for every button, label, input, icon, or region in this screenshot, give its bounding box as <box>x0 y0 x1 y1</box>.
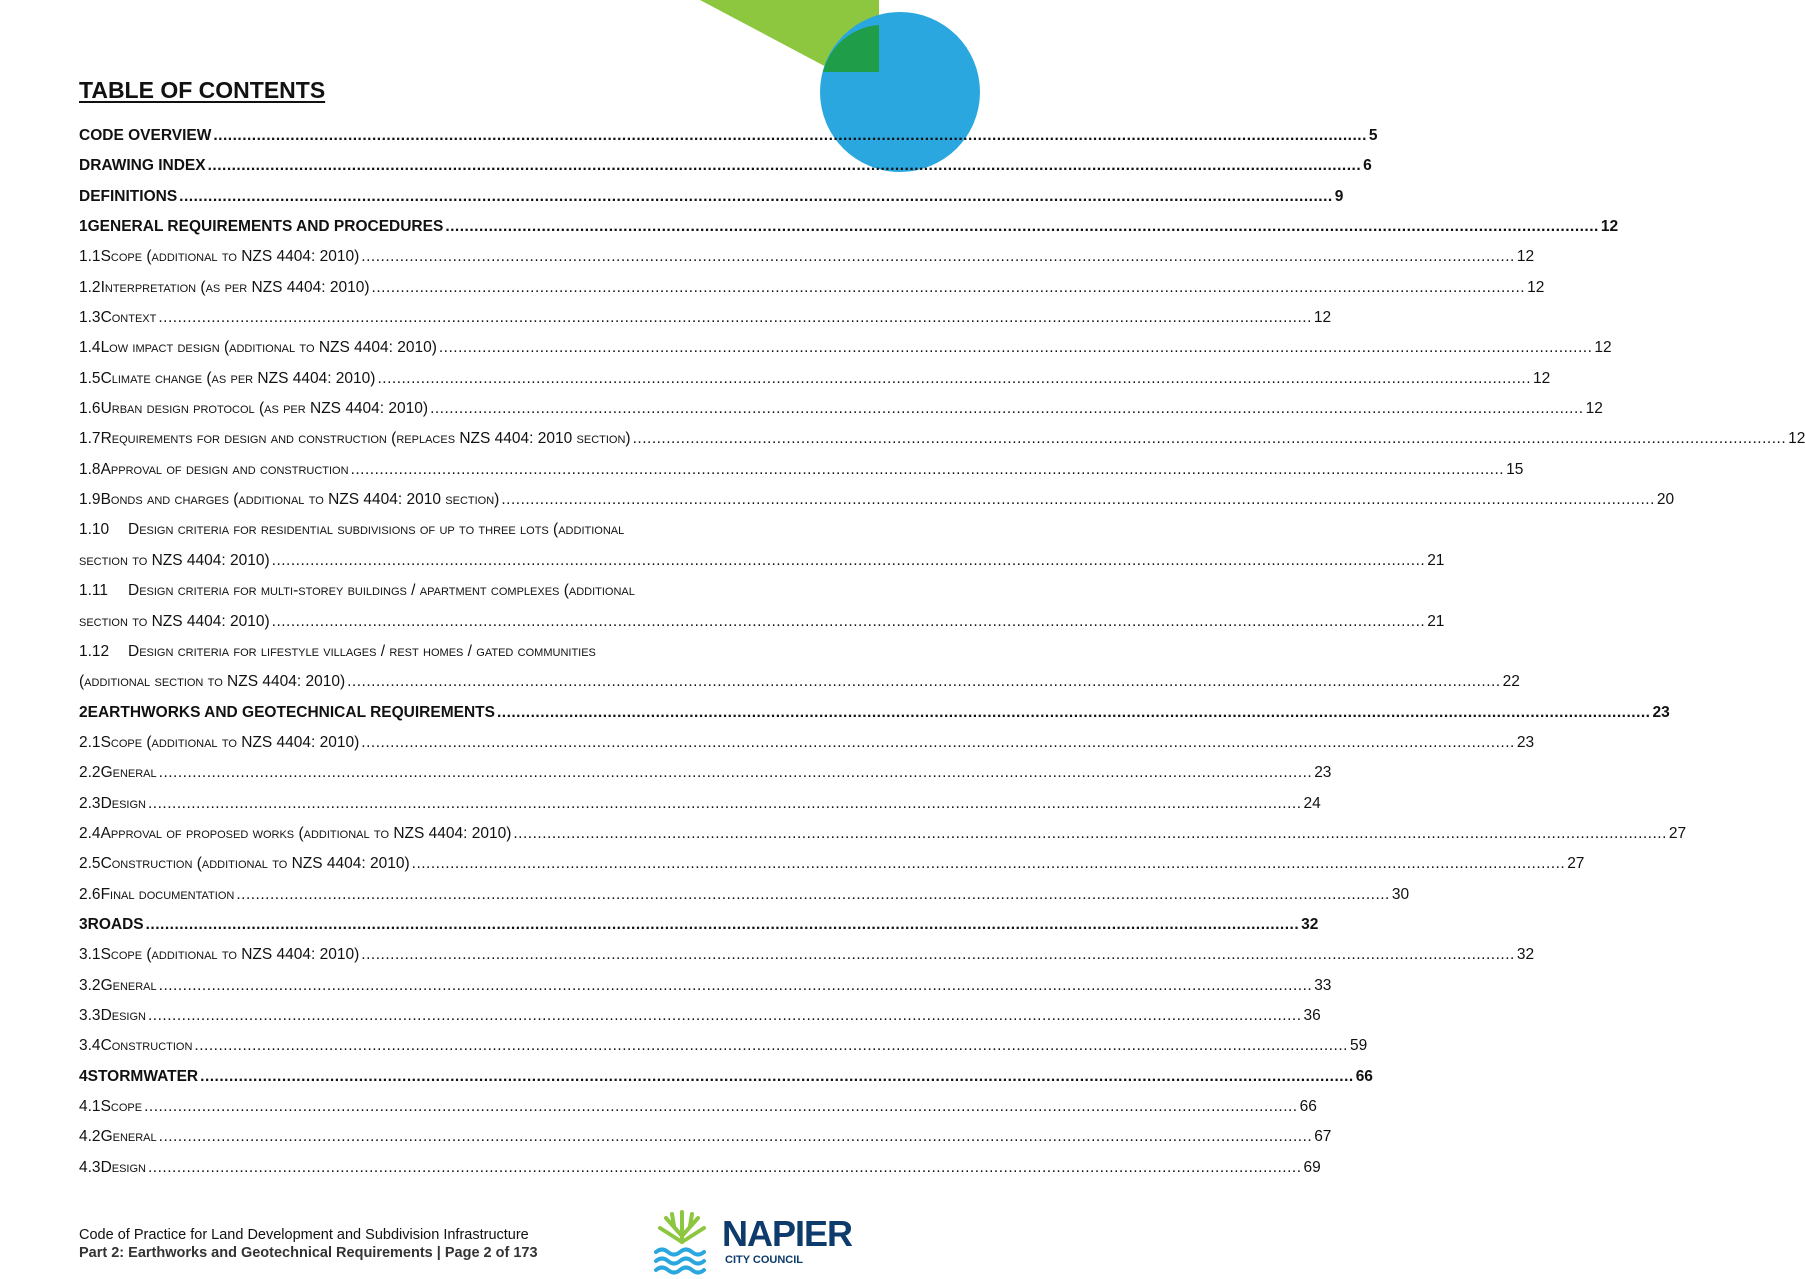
toc-entry-page: 12 <box>1585 400 1603 418</box>
toc-entry-page: 33 <box>1314 976 1332 994</box>
toc-entry-page: 9 <box>1334 187 1344 205</box>
toc-leader-dots <box>361 940 1515 970</box>
toc-leader-dots <box>439 333 1593 363</box>
toc-leader-dots <box>159 1122 1313 1152</box>
toc-entry-page: 6 <box>1363 157 1372 175</box>
toc-entry-page: 66 <box>1355 1067 1373 1085</box>
toc-entry-number: 1.2 <box>79 278 101 296</box>
napier-fern-wave-icon <box>650 1206 714 1274</box>
toc-leader-dots <box>501 485 1655 515</box>
toc-entry-page: 12 <box>1313 309 1332 327</box>
toc-entry-label: section to NZS 4404: 2010) <box>79 612 270 630</box>
toc-entry-label: Design <box>100 1158 146 1176</box>
toc-leader-dots <box>148 789 1302 819</box>
toc-entry[interactable] <box>79 1153 1321 1183</box>
toc-entry-page: 21 <box>1427 551 1445 569</box>
toc-entry-label: DRAWING INDEX <box>79 157 206 175</box>
toc-entry-label: Design criteria for lifestyle villages / rest homes / gated communities <box>128 642 596 660</box>
toc-entry-page: 32 <box>1301 915 1319 933</box>
toc-entry-number: 1.5 <box>79 369 101 387</box>
toc-entry-label: Design <box>100 1006 146 1024</box>
toc-entry-number: 3.4 <box>79 1037 101 1055</box>
toc-entry-label: Low impact design (additional to NZS 4404: 2010) <box>100 339 437 357</box>
toc-entry[interactable] <box>79 698 1670 728</box>
toc-entry-number: 1.10 <box>79 521 110 539</box>
toc-entry-number: 2.5 <box>79 855 101 873</box>
toc-entry[interactable] <box>79 576 800 606</box>
toc-entry-page: 22 <box>1502 673 1520 691</box>
toc-entry-number: 3 <box>79 915 88 933</box>
toc-entry-number: 2.1 <box>79 733 101 751</box>
toc-entry-page: 23 <box>1652 703 1670 721</box>
toc-entry-number: 4.1 <box>79 1098 101 1115</box>
toc-entry-label: ROADS <box>87 915 144 933</box>
toc-entry-number: 1.7 <box>79 430 101 448</box>
toc-entry-label: General <box>100 976 157 994</box>
toc-entry[interactable] <box>79 394 1603 424</box>
toc-entry-label: Scope (additional to NZS 4404: 2010) <box>100 733 360 751</box>
toc-leader-dots <box>513 819 1667 849</box>
toc-entry-label: STORMWATER <box>87 1067 199 1085</box>
toc-entry-page: 32 <box>1516 946 1535 964</box>
logo-wordmark: NAPIER <box>722 1213 853 1254</box>
toc-leader-dots <box>213 121 1367 151</box>
toc-leader-dots <box>351 455 1505 485</box>
toc-entry[interactable] <box>79 1122 1332 1152</box>
logo-subtitle: CITY COUNCIL <box>725 1254 804 1266</box>
toc-leader-dots <box>430 394 1584 424</box>
toc-entry-page: 27 <box>1567 855 1585 873</box>
toc-leader-dots <box>361 242 1515 272</box>
toc-entry-page: 23 <box>1314 764 1332 782</box>
toc-entry-number: 2.4 <box>79 824 101 842</box>
toc-entry[interactable] <box>79 151 1372 181</box>
toc-entry-label: General <box>100 764 157 782</box>
toc-entry-label: Bonds and charges (additional to NZS 4404: 2010 section) <box>100 491 500 509</box>
toc-leader-dots <box>144 1092 1298 1122</box>
toc-leader-dots <box>148 1153 1302 1183</box>
toc-entry-label: Scope (additional to NZS 4404: 2010) <box>100 248 360 266</box>
toc-title: TABLE OF CONTENTS <box>79 77 326 103</box>
toc-leader-dots <box>445 212 1599 242</box>
toc-entry[interactable] <box>79 849 1585 879</box>
toc-entry[interactable] <box>79 880 1410 910</box>
toc-entry-page: 66 <box>1299 1098 1317 1115</box>
toc-entry-label: (additional section to NZS 4404: 2010) <box>79 673 346 691</box>
toc-entry[interactable] <box>79 424 1805 454</box>
toc-entry-label: Construction (additional to NZS 4404: 2010) <box>100 855 410 873</box>
toc-entry-page: 59 <box>1349 1037 1368 1055</box>
toc-leader-dots <box>361 728 1515 758</box>
toc-entry[interactable] <box>79 758 1332 788</box>
toc-entry[interactable] <box>79 303 1332 333</box>
toc-entry-number: 2.6 <box>79 885 101 903</box>
toc-entry-label: DEFINITIONS <box>79 187 178 205</box>
toc-entry-page: 12 <box>1533 369 1551 387</box>
toc-entry-label: Urban design protocol (as per NZS 4404: 2010) <box>100 400 429 418</box>
toc-entry[interactable] <box>79 273 1545 303</box>
toc-entry-label: Scope (additional to NZS 4404: 2010) <box>100 946 360 964</box>
toc-leader-dots <box>633 424 1787 454</box>
council-logo <box>650 1206 853 1274</box>
toc-entry-number: 3.2 <box>79 976 101 994</box>
toc-entry[interactable] <box>79 1092 1317 1122</box>
toc-entry-label: Design criteria for residential subdivisions of up to three lots (additional <box>128 521 625 539</box>
toc-leader-dots <box>372 273 1526 303</box>
toc-entry[interactable] <box>79 182 1344 212</box>
toc-entry-number: 1.3 <box>79 309 101 327</box>
toc-entry-label: Construction <box>100 1037 193 1055</box>
toc-entry-page: 12 <box>1516 248 1535 266</box>
toc-entry-number: 4.2 <box>79 1128 101 1146</box>
toc-entry[interactable] <box>79 728 1535 758</box>
toc-entry-number: 1 <box>79 218 88 236</box>
toc-entry[interactable] <box>79 364 1551 394</box>
toc-entry[interactable] <box>79 212 1619 242</box>
toc-leader-dots <box>159 758 1313 788</box>
toc-entry-number: 3.3 <box>79 1006 101 1024</box>
toc-entry-label: Design <box>100 794 146 812</box>
toc-entry[interactable] <box>79 333 1612 363</box>
toc-entry[interactable] <box>79 667 1520 697</box>
toc-leader-dots <box>347 667 1501 697</box>
toc-entry-number: 1.4 <box>79 339 101 357</box>
toc-entry[interactable] <box>79 1062 1373 1092</box>
toc-entry-page: 12 <box>1600 218 1619 236</box>
toc-leader-dots <box>377 364 1531 394</box>
toc-entry-page: 69 <box>1303 1158 1321 1176</box>
toc-entry[interactable] <box>79 515 800 545</box>
toc-entry[interactable] <box>79 1031 1368 1061</box>
toc-leader-dots <box>194 1031 1348 1061</box>
toc-entry-number: 1.8 <box>79 460 101 478</box>
toc-entry-number: 4 <box>79 1067 88 1085</box>
toc-leader-dots <box>236 880 1390 910</box>
toc-entry-number: 1.6 <box>79 400 101 418</box>
toc-entry-page: 12 <box>1527 278 1545 296</box>
page-footer <box>79 1226 538 1262</box>
toc-entry-page: 67 <box>1314 1128 1332 1146</box>
toc-entry-number: 2.2 <box>79 764 101 782</box>
toc-entry-number: 2.3 <box>79 794 101 812</box>
toc-leader-dots <box>412 849 1566 879</box>
toc-entry-label: CODE OVERVIEW <box>79 127 212 144</box>
toc-entry-page: 36 <box>1303 1006 1321 1024</box>
toc-leader-dots <box>497 698 1651 728</box>
toc-entry-number: 4.3 <box>79 1158 101 1176</box>
toc-entry-page: 30 <box>1391 885 1410 903</box>
toc-entry-label: Scope <box>100 1098 143 1115</box>
toc-entry-page: 12 <box>1594 339 1612 357</box>
toc-entry-number: 1.9 <box>79 491 101 509</box>
toc-leader-dots <box>200 1062 1354 1092</box>
toc-entry-label: Context <box>100 309 157 327</box>
toc-entry[interactable] <box>79 789 1321 819</box>
toc-entry-label: Final documentation <box>100 885 235 903</box>
toc-entry[interactable] <box>79 485 1675 515</box>
toc-entry-label: Design criteria for multi-storey buildings / apartment complexes (additional <box>128 582 635 600</box>
toc-leader-dots <box>158 303 1312 333</box>
toc-entry-page: 5 <box>1368 127 1378 144</box>
toc-leader-dots <box>272 607 1426 637</box>
toc-leader-dots <box>159 971 1313 1001</box>
toc-entry[interactable] <box>79 1001 1321 1031</box>
toc-leader-dots <box>179 182 1333 212</box>
toc-entry-page: 24 <box>1303 794 1321 812</box>
toc-entry-number: 1.11 <box>79 582 109 600</box>
toc-entry[interactable] <box>79 121 1378 151</box>
toc-entry-number: 3.1 <box>79 946 101 964</box>
toc-leader-dots <box>148 1001 1302 1031</box>
toc-entry[interactable] <box>79 637 800 667</box>
toc-entry-number: 1.1 <box>79 248 101 266</box>
toc-entry-label: EARTHWORKS AND GEOTECHNICAL REQUIREMENTS <box>87 703 495 721</box>
toc-entry-label: Approval of proposed works (additional to NZS 4404: 2010) <box>100 824 512 842</box>
toc-entry[interactable] <box>79 546 1445 576</box>
toc-entry[interactable] <box>79 607 1445 637</box>
toc-leader-dots <box>272 546 1426 576</box>
toc-leader-dots <box>146 910 1300 940</box>
toc-entry[interactable] <box>79 940 1535 970</box>
toc-leader-dots <box>208 151 1362 181</box>
toc-entry-page: 15 <box>1506 460 1524 478</box>
toc-entry-label: Requirements for design and construction (replaces NZS 4404: 2010 section) <box>100 430 631 448</box>
toc-entry-page: 20 <box>1656 491 1675 509</box>
footer-part-page: Part 2: Earthworks and Geotechnical Requirements | Page 2 of 173 <box>79 1245 538 1261</box>
toc-entry-page: 21 <box>1427 612 1445 630</box>
toc-entry-label: GENERAL REQUIREMENTS AND PROCEDURES <box>87 218 444 236</box>
toc-entry[interactable] <box>79 819 1687 849</box>
table-of-contents <box>79 121 1805 1183</box>
toc-entry-label: section to NZS 4404: 2010) <box>79 551 270 569</box>
toc-entry[interactable] <box>79 242 1535 272</box>
toc-entry-number: 1.12 <box>79 642 110 660</box>
toc-entry[interactable] <box>79 971 1332 1001</box>
toc-entry-label: Approval of design and construction <box>100 460 349 478</box>
toc-entry[interactable] <box>79 455 1524 485</box>
toc-entry-number: 2 <box>79 703 88 721</box>
toc-entry[interactable] <box>79 910 1319 940</box>
footer-document-title: Code of Practice for Land Development and Subdivision Infrastructure <box>79 1227 529 1243</box>
toc-entry-page: 23 <box>1516 733 1535 751</box>
toc-entry-page: 12 <box>1788 430 1805 448</box>
toc-entry-label: Climate change (as per NZS 4404: 2010) <box>100 369 376 387</box>
toc-entry-page: 27 <box>1668 824 1687 842</box>
toc-entry-label: Interpretation (as per NZS 4404: 2010) <box>100 278 370 296</box>
toc-entry-label: General <box>100 1128 157 1146</box>
